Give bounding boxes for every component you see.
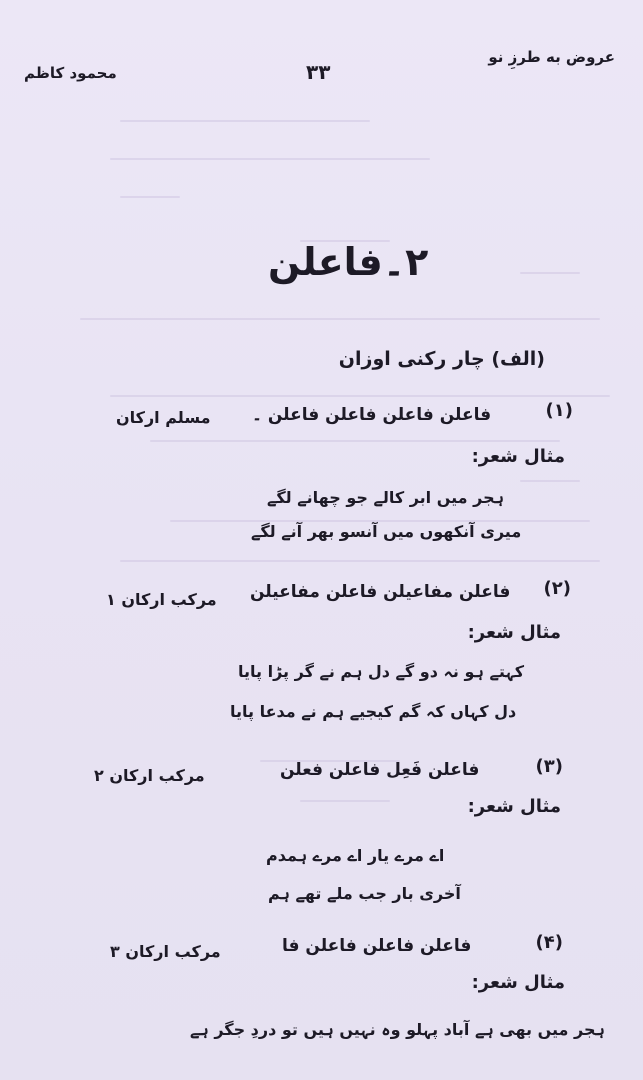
verse-line: آخری بار جب ملے تھے ہم bbox=[268, 884, 461, 903]
entry-number: (۲) bbox=[543, 578, 571, 599]
section-subtitle: (الف) چار رکنی اوزان bbox=[338, 348, 545, 370]
arkan-tag: مسلم ارکان bbox=[116, 408, 211, 427]
entry-number: (۳) bbox=[535, 756, 563, 777]
verse-line: دل کہاں کہ گم کیجیے ہم نے مدعا پایا bbox=[230, 702, 517, 721]
verse-line: میری آنکھوں میں آنسو بھر آنے لگے bbox=[251, 522, 522, 541]
section-title: ۲۔فاعلن bbox=[268, 240, 429, 284]
page-number: ۳۳ bbox=[306, 60, 331, 84]
book-title: عروض به طرزِ نو bbox=[488, 48, 615, 66]
meter-pattern: فاعلن فاعلن فاعلن فاعلن ۔ bbox=[252, 405, 492, 425]
example-label: مثال شعر: bbox=[467, 796, 561, 817]
entry-number: (۴) bbox=[535, 932, 563, 953]
verse-line: کہتے ہو نہ دو گے دل ہم نے گر پڑا پایا bbox=[238, 662, 525, 681]
example-label: مثال شعر: bbox=[467, 622, 561, 643]
arkan-tag: مرکب ارکان ۳ bbox=[110, 942, 221, 961]
meter-pattern: فاعلن فاعلن فاعلن فا bbox=[282, 936, 472, 956]
arkan-tag: مرکب ارکان ۱ bbox=[106, 590, 217, 609]
verse-line: ہجر میں بھی ہے آباد پہلو وہ نہیں ہیں تو دردِ جگر ہے bbox=[190, 1020, 605, 1039]
entry-number: (۱) bbox=[545, 400, 573, 421]
example-label: مثال شعر: bbox=[471, 972, 565, 993]
example-label: مثال شعر: bbox=[471, 446, 565, 467]
author-name: محمود کاظم bbox=[24, 64, 117, 82]
arkan-tag: مرکب ارکان ۲ bbox=[94, 766, 205, 785]
meter-pattern: فاعلن مفاعیلن فاعلن مفاعیلن bbox=[250, 582, 511, 602]
meter-pattern: فاعلن فَعِل فاعلن فعلن bbox=[280, 760, 480, 780]
verse-line: اے مرے یار اے مرے ہمدم bbox=[266, 846, 445, 865]
verse-line: ہجر میں ابر کالے جو چھانے لگے bbox=[267, 488, 504, 507]
